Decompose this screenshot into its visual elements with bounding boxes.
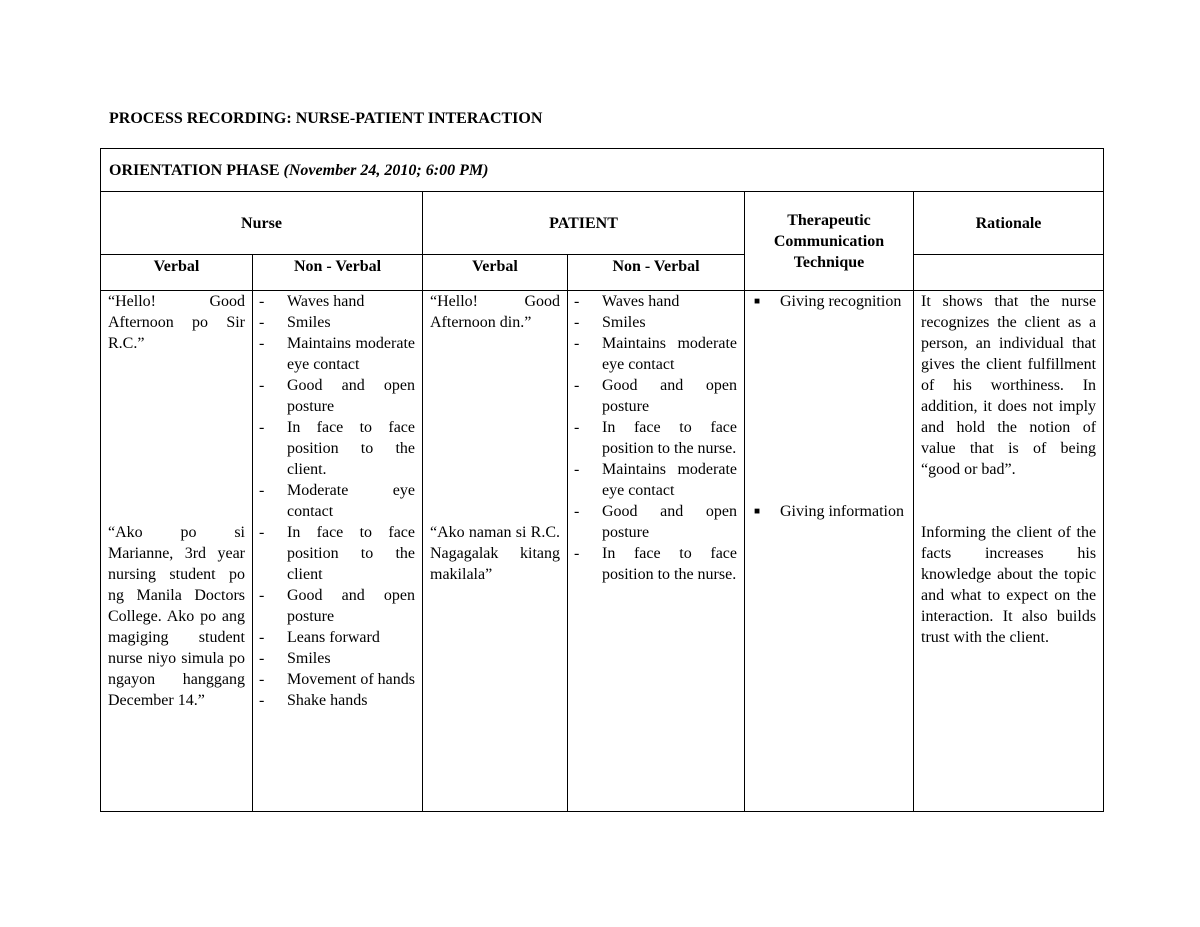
phase-date: (November 24, 2010; 6:00 PM) — [283, 161, 489, 179]
phase-row — [101, 149, 1104, 192]
list-item: - Smiles — [259, 312, 415, 333]
technique-text: Giving information — [780, 503, 904, 520]
technique-list-1 — [752, 291, 906, 501]
list-item: - Maintains moderate eye contact — [574, 333, 737, 375]
patient-verbal-1: “Hello! Good Afternoon din.” — [430, 293, 560, 331]
list-item: - Moderate eye contact — [259, 480, 415, 522]
technique-list-2 — [752, 501, 906, 522]
list-item: - In face to face position to the client — [259, 522, 415, 585]
phase-label: ORIENTATION PHASE — [109, 161, 280, 179]
list-item: - Shake hands — [259, 690, 415, 711]
rationale-cell — [914, 291, 1104, 812]
patient-verbal-2: “Ako naman si R.C. Nagagalak kitang makilala” — [430, 524, 560, 583]
document-title: PROCESS RECORDING: NURSE-PATIENT INTERACTION — [109, 110, 543, 127]
list-item: - Maintains moderate eye contact — [574, 459, 737, 501]
list-item: - Good and open posture — [574, 375, 737, 417]
header-row — [101, 192, 1104, 255]
patient-nonverbal-list-2 — [574, 459, 737, 585]
list-item: - Good and open posture — [259, 375, 415, 417]
square-bullet-icon: ■ — [754, 506, 761, 517]
nurse-verbal-1: “Hello! Good Afternoon po Sir R.C.” — [108, 293, 245, 352]
patient-header: PATIENT — [423, 192, 745, 255]
nurse-nonverbal-list-1 — [259, 291, 415, 480]
list-item: - In face to face position to the client. — [259, 417, 415, 480]
technique-text: Giving recognition — [780, 293, 902, 310]
list-item: - In face to face position to the nurse. — [574, 417, 737, 459]
list-item: - Waves hand — [259, 291, 415, 312]
list-item: - Leans forward — [259, 627, 415, 648]
nurse-nonverbal-header: Non - Verbal — [253, 255, 423, 291]
nurse-nonverbal-cell — [253, 291, 423, 812]
list-item: - Maintains moderate eye contact — [259, 333, 415, 375]
phase-cell — [101, 149, 1104, 192]
patient-nonverbal-header: Non - Verbal — [568, 255, 745, 291]
nurse-verbal-header: Verbal — [101, 255, 253, 291]
square-bullet-icon: ■ — [754, 296, 761, 307]
nurse-nonverbal-list-2 — [259, 480, 415, 711]
technique-header: Therapeutic Communication Technique — [745, 192, 914, 291]
patient-nonverbal-list-1 — [574, 291, 737, 459]
list-item: - Good and open posture — [574, 501, 737, 543]
list-item: - In face to face position to the nurse. — [574, 543, 737, 585]
list-item: - Good and open posture — [259, 585, 415, 627]
technique-cell — [745, 291, 914, 812]
rationale-2: Informing the client of the facts increases his knowledge about the topic and what to expect on the interaction. It also builds trust with the client. — [921, 524, 1097, 646]
list-item: - Movement of hands — [259, 669, 415, 690]
process-recording-table — [100, 148, 1104, 812]
subheader-row — [101, 255, 1104, 291]
nurse-verbal-cell — [101, 291, 253, 812]
list-item: - Smiles — [574, 312, 737, 333]
list-item: - Waves hand — [574, 291, 737, 312]
patient-verbal-cell — [423, 291, 568, 812]
patient-verbal-header: Verbal — [423, 255, 568, 291]
nurse-verbal-2: “Ako po si Marianne, 3rd year nursing student po ng Manila Doctors College. Ako po ang magiging student nurse niyo simula po ngayon hanggang December 14.” — [108, 524, 245, 709]
interaction-row — [101, 291, 1104, 812]
list-item — [752, 291, 906, 312]
rationale-1: It shows that the nurse recognizes the client as a person, an individual that gives the client fulfillment of his worthiness. In addition, it does not imply and hold the notion of value that is of being “good or bad”. — [921, 293, 1097, 478]
rationale-subheader-empty — [914, 255, 1104, 291]
patient-nonverbal-cell — [568, 291, 745, 812]
rationale-header: Rationale — [914, 192, 1104, 255]
list-item: - Smiles — [259, 648, 415, 669]
nurse-header: Nurse — [101, 192, 423, 255]
list-item — [752, 501, 906, 522]
